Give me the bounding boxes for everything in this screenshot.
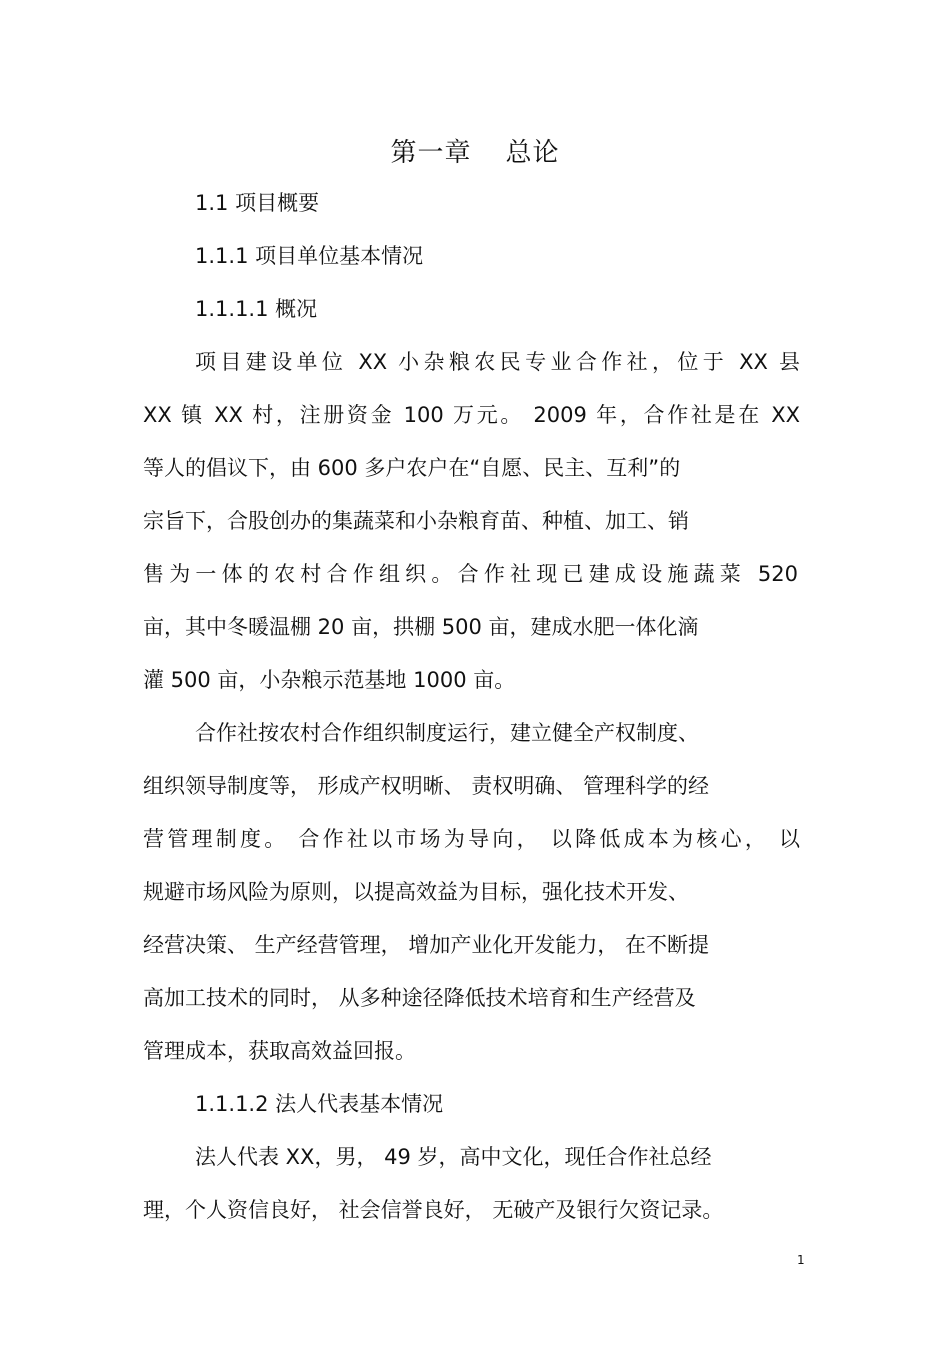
paragraph-line: 合作社按农村合作组织制度运行，建立健全产权制度、	[195, 721, 699, 745]
paragraph-line: 高加工技术的同时， 从多种途径降低技术培育和生产经营及	[143, 986, 696, 1010]
paragraph-line: 经营决策、 生产经营管理， 增加产业化开发能力， 在不断提	[143, 933, 710, 957]
paragraph-line: 营管理制度。 合作社以市场为导向， 以降低成本为核心， 以	[143, 827, 800, 851]
section-heading-1-1: 1.1 项目概要	[195, 191, 320, 215]
page-number: 1	[797, 1253, 805, 1267]
chapter-name: 总论	[505, 138, 560, 168]
paragraph-line: 灌 500 亩，小杂粮示范基地 1000 亩。	[143, 668, 516, 692]
paragraph-line: 法人代表 XX，男， 49 岁，高中文化，现任合作社总经	[195, 1145, 712, 1169]
chapter-title	[0, 132, 950, 169]
paragraph-line: 组织领导制度等， 形成产权明晰、 责权明确、 管理科学的经	[143, 774, 710, 798]
paragraph-line: 管理成本，获取高效益回报。	[143, 1039, 416, 1063]
paragraph-line: 项目建设单位 XX 小杂粮农民专业合作社，位于 XX 县	[195, 350, 800, 374]
paragraph-line: 理，个人资信良好， 社会信誉良好， 无破产及银行欠资记录。	[143, 1198, 724, 1222]
paragraph-line: XX 镇 XX 村，注册资金 100 万元。 2009 年，合作社是在 XX	[143, 403, 800, 427]
section-heading-1-1-1-2: 1.1.1.2 法人代表基本情况	[195, 1092, 444, 1116]
paragraph-line: 售为一体的农村合作组织。合作社现已建成设施蔬菜 520	[143, 562, 798, 586]
paragraph-line: 亩，其中冬暖温棚 20 亩，拱棚 500 亩，建成水肥一体化滴	[143, 615, 699, 639]
paragraph-line: 宗旨下，合股创办的集蔬菜和小杂粮育苗、种植、加工、销	[143, 509, 689, 533]
chapter-number: 第一章	[390, 138, 472, 168]
paragraph-line: 等人的倡议下，由 600 多户农户在“自愿、民主、互利”的	[143, 456, 681, 480]
section-heading-1-1-1-1: 1.1.1.1 概况	[195, 297, 318, 321]
section-heading-1-1-1: 1.1.1 项目单位基本情况	[195, 244, 424, 268]
paragraph-line: 规避市场风险为原则，以提高效益为目标，强化技术开发、	[143, 880, 689, 904]
